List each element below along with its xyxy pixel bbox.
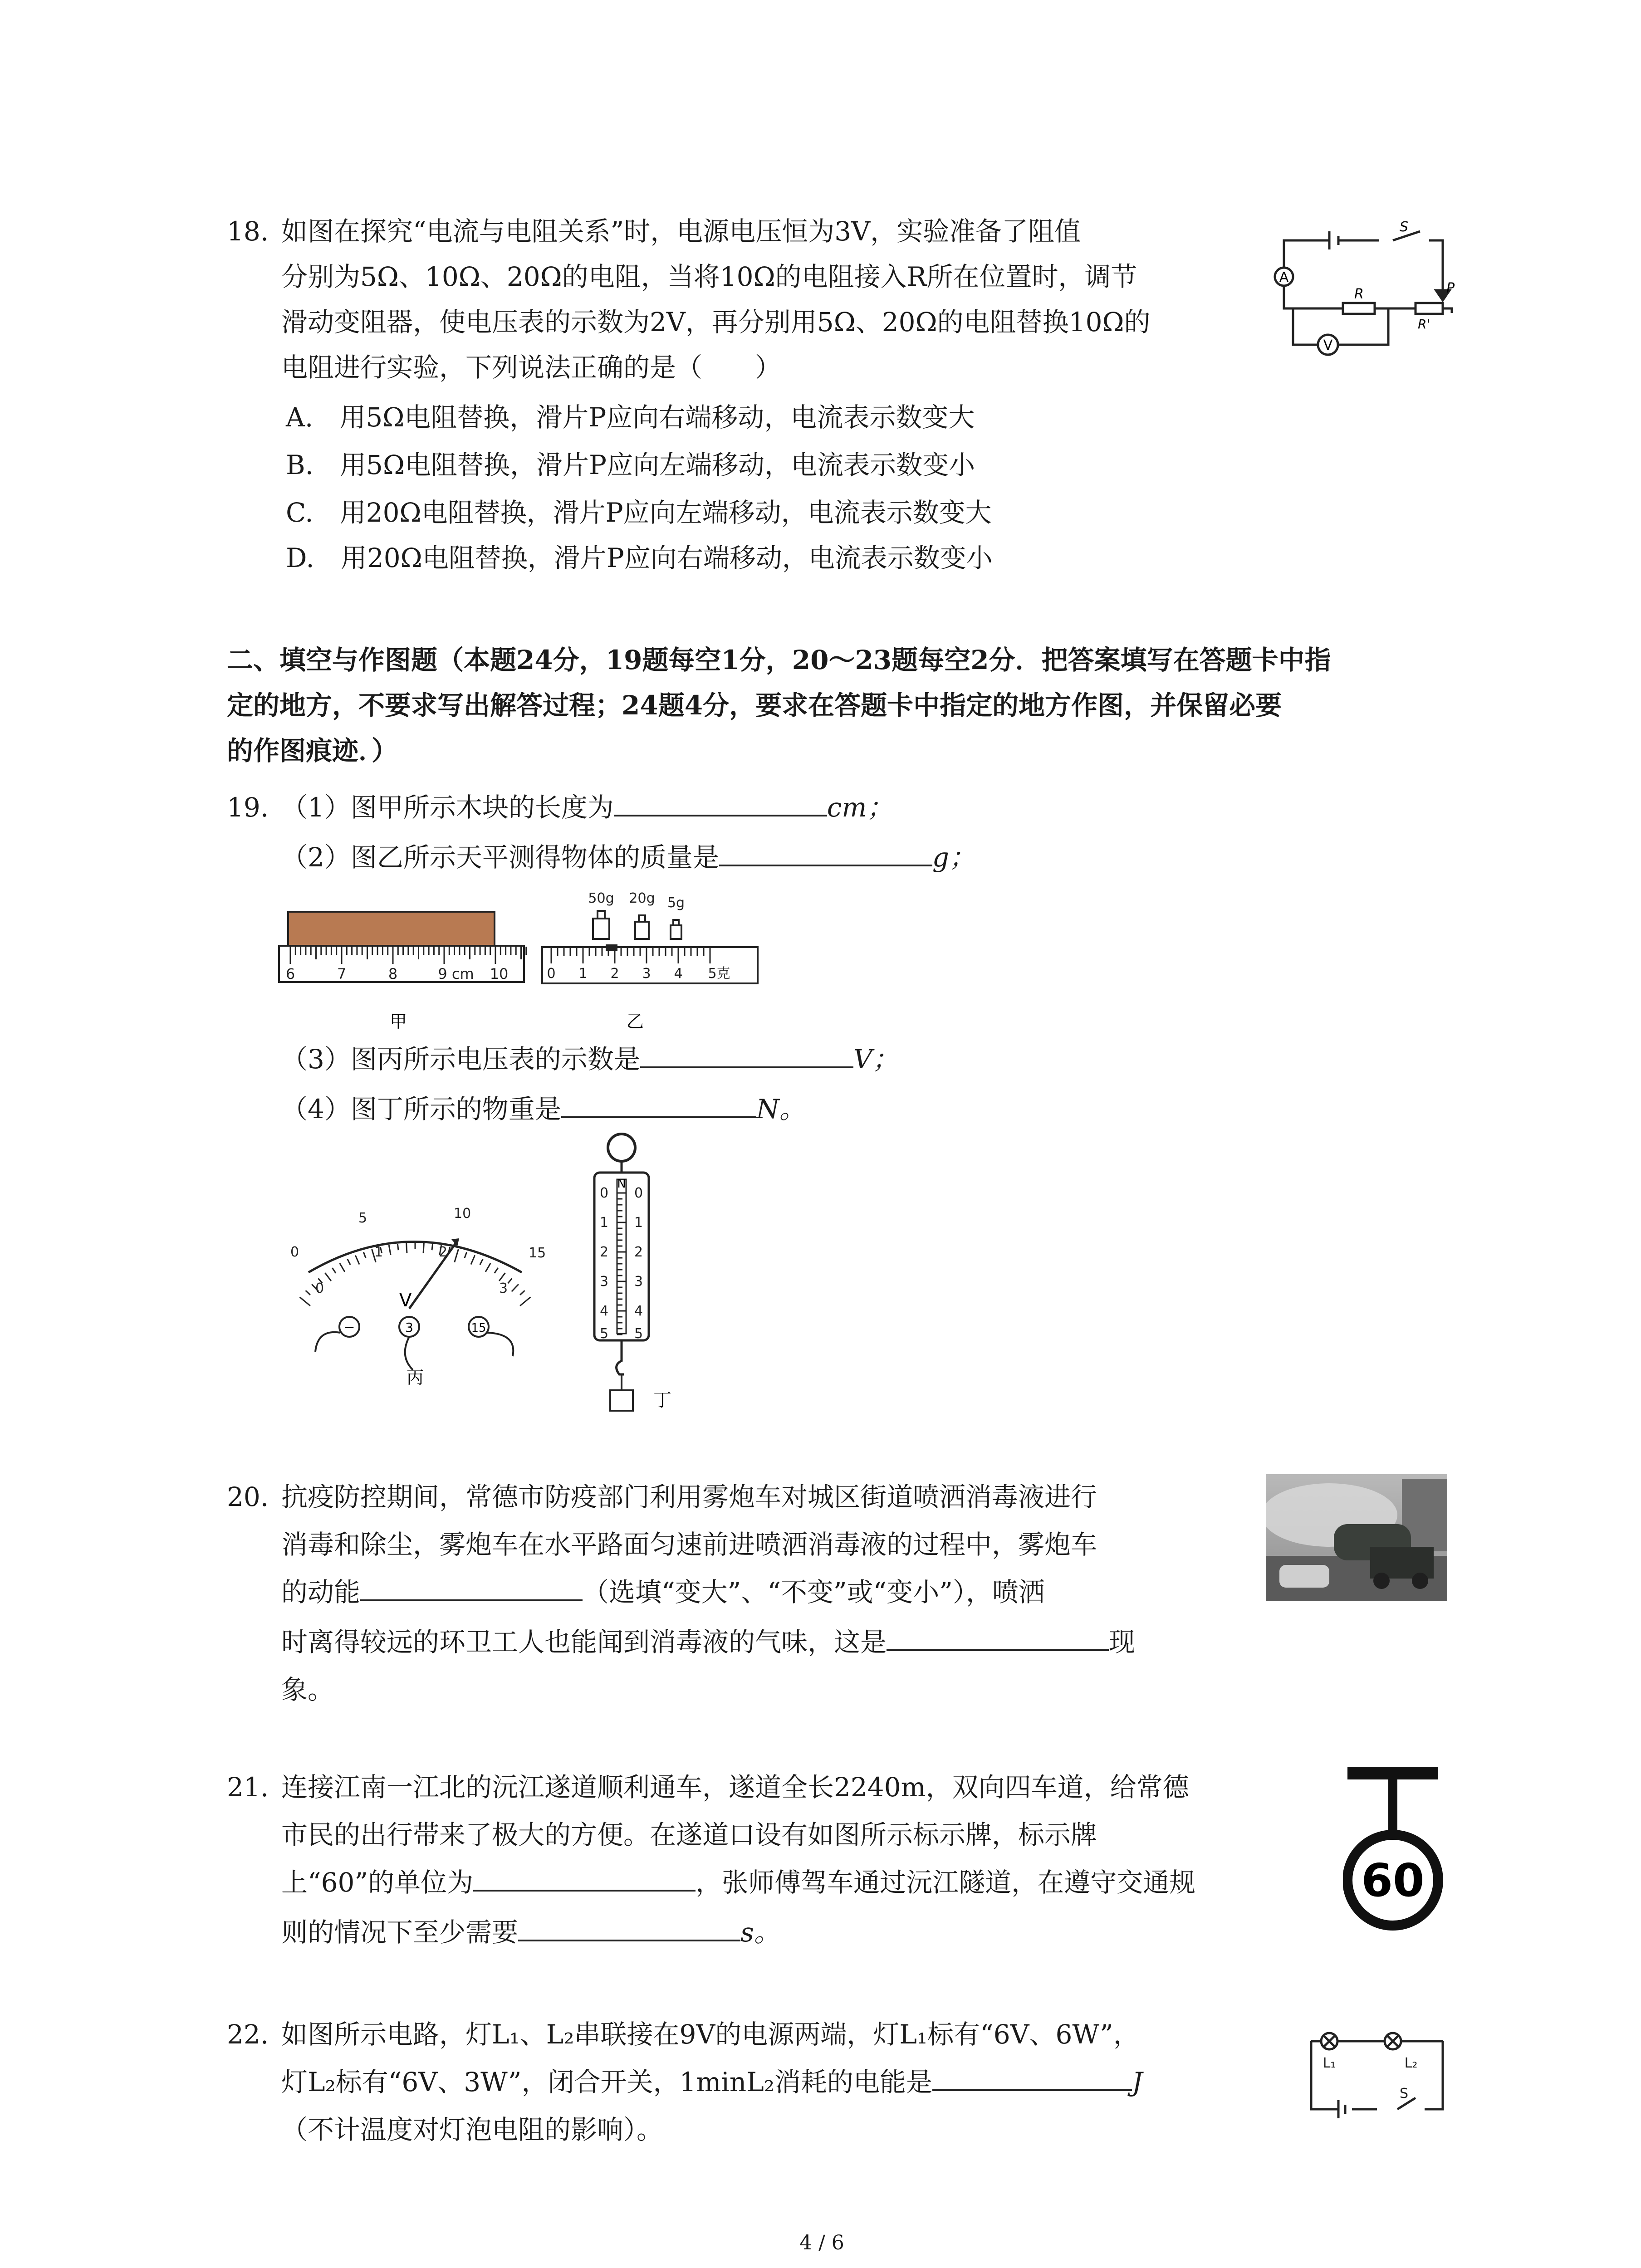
voltmeter-tick-mark xyxy=(465,1252,467,1258)
weight-5g-label: 5g xyxy=(667,895,685,911)
q19-spring-scale-figure xyxy=(576,1129,712,1424)
q19-part3-unit: V； xyxy=(853,1044,899,1075)
speed-limit-value: 60 xyxy=(1361,1854,1425,1907)
q18-resistor-label: R xyxy=(1354,286,1364,302)
scale-left-4: 4 xyxy=(600,1303,609,1319)
q19-part2 xyxy=(281,841,975,873)
q18-option-b: B. 用5Ω电阻替换，滑片P应向左端移动，电流表示数变小 xyxy=(286,450,975,480)
q20-answer-blank-2[interactable] xyxy=(887,1627,1109,1651)
q18-circuit-diagram xyxy=(1266,218,1461,363)
q18-line1: 如图在探究“电流与电阻关系”时，电源电压恒为3V，实验准备了阻值 xyxy=(281,216,1081,247)
q22-line2-pre: 灯L₂标有“6V、3W”，闭合开关，1minL₂消耗的电能是 xyxy=(281,2067,933,2097)
ruler-tick-7: 7 xyxy=(337,965,347,982)
voltmeter-tick-mark xyxy=(495,1268,498,1273)
voltmeter-tick-mark xyxy=(300,1297,310,1306)
q18-ammeter-label: A xyxy=(1279,269,1289,285)
q21-line2: 市民的出行带来了极大的方便。在遂道口设有如图所示标示牌，标示牌 xyxy=(281,1819,1097,1850)
terminal-3: 3 xyxy=(405,1320,413,1335)
q20-number: 20. xyxy=(227,1481,269,1512)
q19-part3-text: （3）图丙所示电压表的示数是 xyxy=(281,1044,640,1075)
volt-inner-0: 0 xyxy=(315,1281,324,1296)
spring-scale-caption: 丁 xyxy=(653,1390,671,1411)
scale-right-2: 2 xyxy=(634,1244,643,1260)
q18-number: 18. xyxy=(227,216,269,247)
voltmeter-tick-mark xyxy=(340,1263,345,1272)
q21-line3 xyxy=(281,1867,1195,1898)
q18-voltmeter-label: V xyxy=(1323,337,1333,353)
scale-right-5: 5 xyxy=(634,1326,643,1342)
balance-tick-1: 1 xyxy=(578,966,588,982)
volt-symbol: V xyxy=(399,1290,412,1311)
balance-tick-2: 2 xyxy=(610,966,619,982)
q21-answer-blank-2[interactable] xyxy=(518,1917,740,1941)
scale-left-2: 2 xyxy=(600,1244,609,1260)
q18-option-a: A. 用5Ω电阻替换，滑片P应向右端移动，电流表示数变大 xyxy=(286,402,975,433)
scale-right-1: 1 xyxy=(634,1215,643,1231)
q20-line3 xyxy=(281,1576,1045,1608)
balance-tick-3: 3 xyxy=(642,966,651,982)
volt-outer-0: 0 xyxy=(290,1244,299,1260)
q18-option-d: D. 用20Ω电阻替换，滑片P应向右端移动，电流表示数变小 xyxy=(286,543,993,573)
ruler-tick-9cm: 9 cm xyxy=(438,965,474,982)
q18-switch-label: S xyxy=(1400,219,1409,235)
q20-line3-post: （选填“变大”、“不变”或“变小”），喷洒 xyxy=(583,1577,1045,1608)
q19-answer-blank-1[interactable] xyxy=(614,792,827,816)
scale-left-5: 5 xyxy=(600,1326,609,1342)
q18-line2: 分别为5Ω、10Ω、20Ω的电阻，当将10Ω的电阻接入R所在位置时，调节 xyxy=(281,261,1137,292)
q19-part4-text: （4）图丁所示的物重是 xyxy=(281,1094,561,1124)
q22-number: 22. xyxy=(227,2019,269,2050)
q20-fog-cannon-photo xyxy=(1266,1474,1447,1601)
section-2-line2: 定的地方，不要求写出解答过程；24题4分，要求在答题卡中指定的地方作图，并保留必要 xyxy=(227,690,1282,721)
voltmeter-tick-mark xyxy=(332,1268,336,1273)
scale-right-0: 0 xyxy=(634,1185,643,1201)
q20-line1: 抗疫防控期间，常德市防疫部门利用雾炮车对城区街道喷洒消毒液进行 xyxy=(281,1481,1097,1512)
volt-outer-5: 5 xyxy=(358,1210,367,1226)
q21-answer-blank-1[interactable] xyxy=(473,1867,696,1892)
q19-ruler-figure xyxy=(277,907,531,1039)
q19-answer-blank-3[interactable] xyxy=(640,1044,853,1068)
q19-part1-unit: cm； xyxy=(827,792,893,823)
q22-switch-label: S xyxy=(1400,2086,1409,2102)
scale-unit-n: N xyxy=(617,1177,626,1191)
q19-balance-figure xyxy=(533,885,769,1039)
ruler-tick-6: 6 xyxy=(285,965,295,982)
q19-number: 19. xyxy=(227,792,269,823)
section-2-line1: 二、填空与作图题（本题24分，19题每空1分，20～23题每空2分．把答案填写在答题卡中指 xyxy=(227,645,1331,675)
voltmeter-tick-mark xyxy=(485,1263,490,1272)
volt-inner-2: 2 xyxy=(439,1244,448,1260)
voltmeter-tick-mark xyxy=(397,1244,398,1250)
q21-number: 21. xyxy=(227,1772,269,1803)
q20-line4 xyxy=(281,1626,1135,1658)
q20-line2: 消毒和除尘，雾炮车在水平路面匀速前进喷洒消毒液的过程中，雾炮车 xyxy=(281,1529,1097,1560)
q21-line4-pre: 则的情况下至少需要 xyxy=(281,1917,519,1948)
q18-line4: 电阻进行实验，下列说法正确的是（ ） xyxy=(281,352,782,383)
volt-inner-3: 3 xyxy=(499,1281,508,1296)
scale-left-1: 1 xyxy=(600,1215,609,1231)
voltmeter-tick-mark xyxy=(455,1249,459,1262)
q21-line3-pre: 上“60”的单位为 xyxy=(281,1867,474,1898)
voltmeter-tick-mark xyxy=(508,1278,512,1283)
volt-outer-10: 10 xyxy=(454,1206,471,1222)
scale-left-0: 0 xyxy=(600,1185,609,1201)
q18-rheostat-label: R' xyxy=(1418,317,1430,332)
q22-answer-blank[interactable] xyxy=(932,2067,1132,2091)
q18-slider-label: P xyxy=(1446,280,1455,296)
balance-tick-4: 4 xyxy=(674,966,683,982)
q22-line1: 如图所示电路，灯L₁、L₂串联接在9V的电源两端，灯L₁标有“6V、6W”， xyxy=(281,2019,1140,2050)
balance-caption: 乙 xyxy=(626,1012,644,1031)
q19-voltmeter-figure xyxy=(277,1179,558,1393)
voltmeter-caption: 丙 xyxy=(406,1368,424,1388)
q19-answer-blank-2[interactable] xyxy=(719,842,932,866)
scale-right-3: 3 xyxy=(634,1274,643,1290)
q22-line2-unit: J xyxy=(1132,2067,1143,2097)
q21-line3-post: ，张师傅驾车通过沅江隧道，在遵守交通规 xyxy=(696,1867,1196,1898)
scale-right-4: 4 xyxy=(634,1303,643,1319)
q19-part4-unit: N。 xyxy=(756,1094,806,1124)
weight-20g-label: 20g xyxy=(629,890,655,906)
terminal-negative: − xyxy=(343,1320,355,1335)
q19-part1-text: （1）图甲所示木块的长度为 xyxy=(281,792,614,823)
q20-line3-pre: 的动能 xyxy=(281,1577,361,1608)
q21-line4 xyxy=(281,1916,780,1948)
scale-left-3: 3 xyxy=(600,1274,609,1290)
voltmeter-tick-mark xyxy=(348,1259,350,1265)
q19-answer-blank-4[interactable] xyxy=(561,1094,756,1118)
voltmeter-tick-mark xyxy=(520,1290,524,1295)
voltmeter-tick-mark xyxy=(423,1243,424,1253)
volt-inner-1: 1 xyxy=(374,1244,383,1260)
q20-answer-blank-1[interactable] xyxy=(360,1577,583,1601)
voltmeter-tick-mark xyxy=(432,1244,433,1250)
balance-tick-0: 0 xyxy=(547,966,556,982)
balance-tick-5: 5克 xyxy=(708,966,730,982)
q19-part4 xyxy=(281,1093,806,1125)
q21-speed-limit-sign xyxy=(1343,1765,1452,1950)
q18-line3: 滑动变阻器，使电压表的示数为2V，再分别用5Ω、20Ω的电阻替换10Ω的 xyxy=(281,307,1151,337)
q19-part2-unit: g； xyxy=(932,842,976,873)
q18-option-c: C. 用20Ω电阻替换，滑片P应向左端移动，电流表示数变大 xyxy=(286,497,992,528)
voltmeter-tick-mark xyxy=(480,1259,483,1265)
voltmeter-tick-mark xyxy=(355,1255,359,1264)
q19-part2-text: （2）图乙所示天平测得物体的质量是 xyxy=(281,842,719,873)
weight-50g-label: 50g xyxy=(588,890,614,906)
q22-lamp-l1-label: L₁ xyxy=(1323,2055,1336,2071)
volt-outer-15: 15 xyxy=(529,1245,546,1261)
ruler-caption: 甲 xyxy=(389,1012,407,1031)
voltmeter-tick-mark xyxy=(363,1252,366,1258)
q22-line2 xyxy=(281,2066,1142,2098)
voltmeter-tick-mark xyxy=(520,1297,530,1306)
page-number: 4 / 6 xyxy=(799,2231,844,2254)
section-2-line3: 的作图痕迹．） xyxy=(227,735,398,766)
ruler-tick-10: 10 xyxy=(490,965,509,982)
voltmeter-tick-mark xyxy=(305,1290,310,1295)
q22-line3: （不计温度对灯泡电阻的影响）。 xyxy=(281,2114,663,2145)
q22-lamp-l2-label: L₂ xyxy=(1404,2055,1418,2071)
voltmeter-tick-mark xyxy=(389,1245,391,1255)
weights-icon xyxy=(593,911,681,939)
voltmeter-tick-mark xyxy=(512,1284,519,1291)
q21-line4-post: s。 xyxy=(740,1917,780,1948)
voltmeter-tick-mark xyxy=(471,1255,475,1264)
q19-part3 xyxy=(281,1043,899,1075)
q21-line1: 连接江南一江北的沅江遂道顺利通车，遂道全长2240m，双向四车道，给常德 xyxy=(281,1772,1189,1803)
q22-circuit-diagram xyxy=(1302,2009,1452,2123)
q20-line5: 象。 xyxy=(281,1674,334,1705)
q20-line4-post: 现 xyxy=(1109,1627,1136,1657)
ruler-tick-8: 8 xyxy=(388,965,398,982)
q20-line4-pre: 时离得较远的环卫工人也能闻到消毒液的气味，这是 xyxy=(281,1627,887,1657)
voltmeter-tick-mark xyxy=(499,1273,505,1281)
q19-part1 xyxy=(281,792,893,823)
voltmeter-tick-mark xyxy=(325,1273,331,1281)
terminal-15: 15 xyxy=(471,1321,486,1335)
